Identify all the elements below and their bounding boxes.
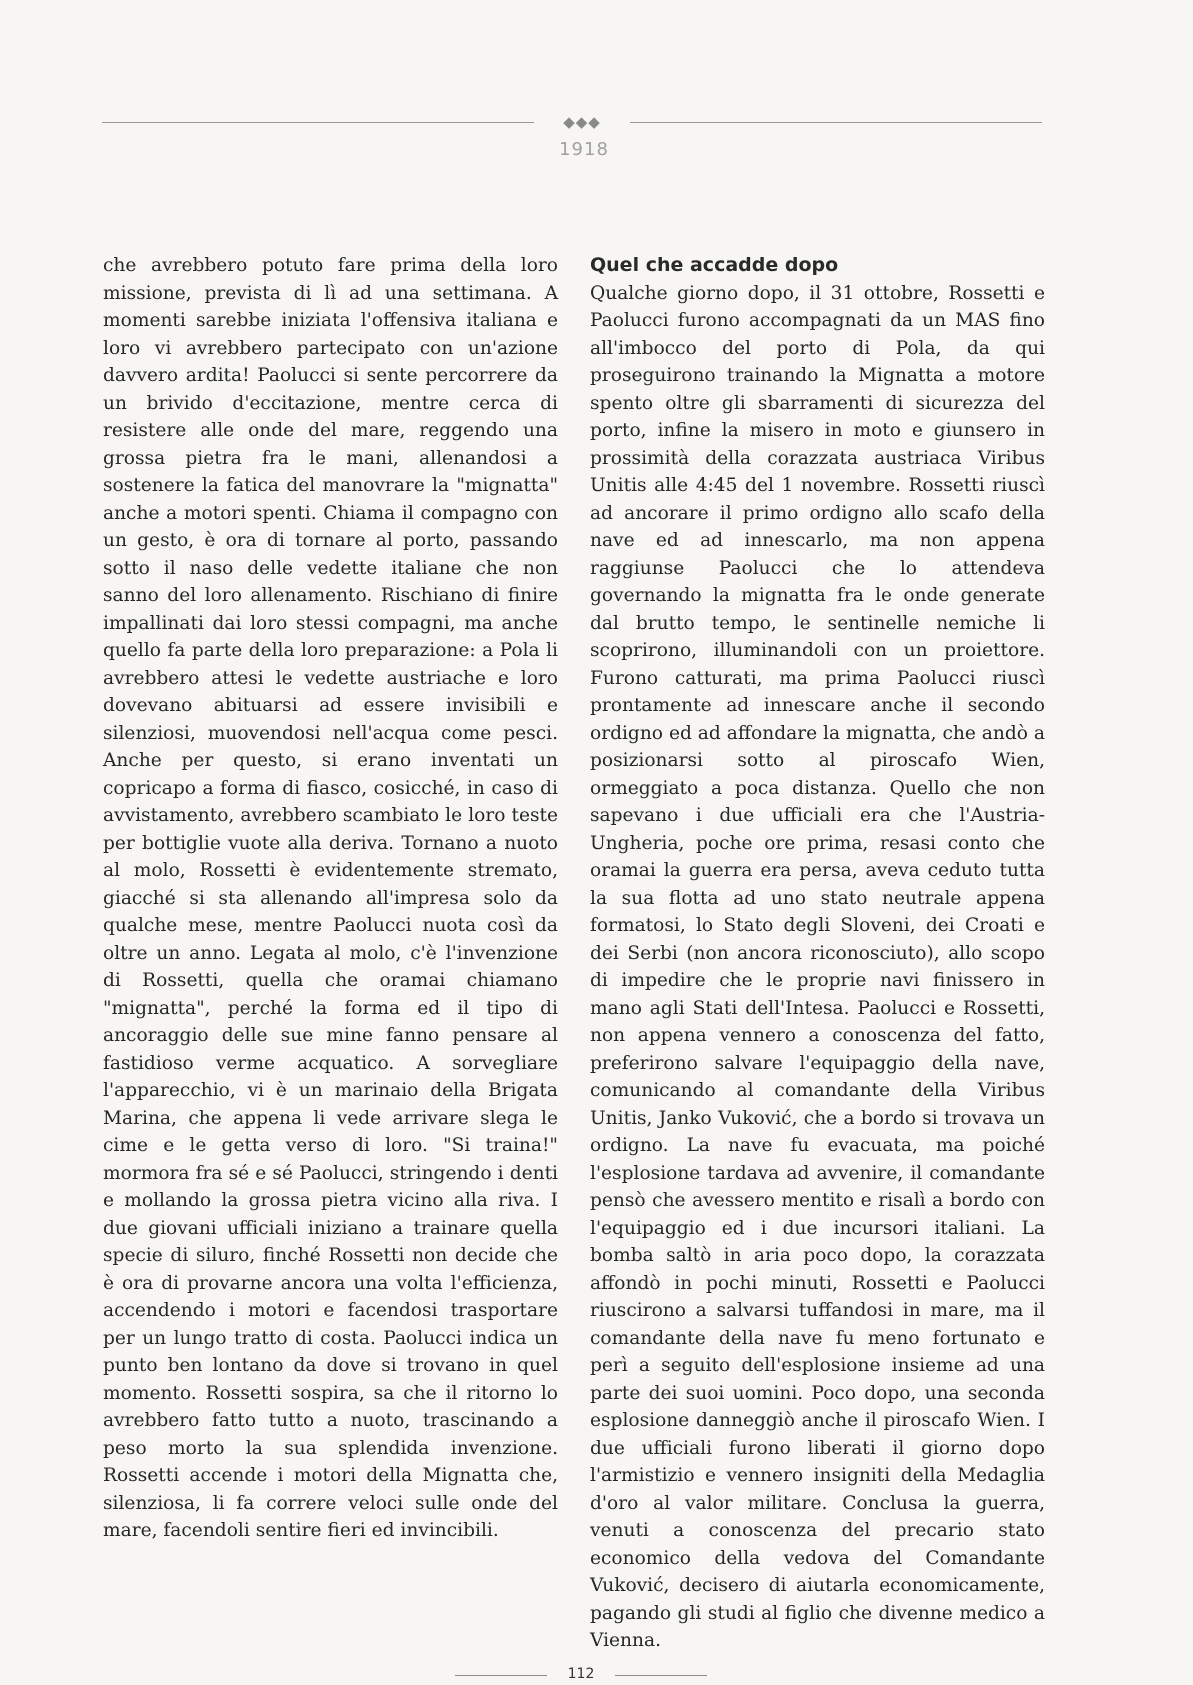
footer-rule-right [615,1675,707,1676]
header-ornament-icon: ◆◆◆ [563,113,601,131]
right-column-text: Qualche giorno dopo, il 31 ottobre, Rossetti e Paolucci furono accompagnati da un MAS fino all'imbocco del porto di Pola, da qui proseguirono trainando la Mignatta a motore spento oltre gli sbarramenti di sicurezza del porto, infine la misero in moto e giunsero in prossimità della corazzata austriaca Viribus Unitis alle 4:45 del 1 novembre. Rossetti riuscì ad ancorare il primo ordigno allo scafo della nave ed ad innescarlo, ma non appena raggiunse Paolucci che lo attendeva governando la mignatta fra le onde generate dal brutto tempo, le sentinelle nemiche li scoprirono, illuminandoli con un proiettore. Furono catturati, ma prima Paolucci riuscì prontamente ad innescare anche il secondo ordigno ed ad affondare la mignatta, che andò a posizionarsi sotto al piroscafo Wien, ormeggiato a poca distanza. Quello che non sapevano i due ufficiali era che l'Austria-Ungheria, poche ore prima, resasi conto che oramai la guerra era persa, aveva ceduto tutta la sua flotta ad uno stato neutrale appena formatosi, lo Stato degli Sloveni, dei Croati e dei Serbi (non ancora riconosciuto), allo scopo di impedire che le proprie navi finissero in mano agli Stati dell'Intesa. Paolucci e Rossetti, non appena vennero a conoscenza del fatto, preferirono salvare l'equipaggio della nave, comunicando al comandante della Viribus Unitis, Janko Vuković, che a bordo si trovava un ordigno. La nave fu evacuata, ma poiché l'esplosione tardava ad avvenire, il comandante pensò che avessero mentito e risalì a bordo con l'equipaggio ed i due incursori italiani. La bomba saltò in aria poco dopo, la corazzata affondò in pochi minuti, Rossetti e Paolucci riuscirono a salvarsi tuffandosi in mare, ma il comandante della nave fu meno fortunato e perì a seguito dell'esplosione insieme ad una parte dei suoi uomini. Poco dopo, una seconda esplosione danneggiò anche il piroscafo Wien. I due ufficiali furono liberati il giorno dopo l'armistizio e vennero insigniti della Medaglia d'oro al valor militare. Conclusa la guerra, venuti a conoscenza del precario stato economico della vedova del Comandante Vuković, decisero di aiutarla economicamente, pagando gli studi al figlio che divenne medico a Vienna. [590,282,1045,1651]
page-number: 112 [567,1666,595,1682]
header-rule-right [630,122,1042,123]
left-column [103,252,558,1545]
section-title: Quel che accadde dopo [590,254,839,276]
running-header-year: 1918 [559,139,609,160]
footer-rule-left [455,1675,547,1676]
header-rule-left [102,122,534,123]
right-column [590,252,1045,1655]
left-column-text: che avrebbero potuto fare prima della loro missione, prevista di lì ad una settimana. A momenti sarebbe iniziata l'offensiva italiana e loro vi avrebbero partecipato con un'azione davvero ardita! Paolucci si sente percorrere da un brivido d'eccitazione, mentre cerca di resistere alle onde del mare, reggendo una grossa pietra fra le mani, allenandosi a sostenere la fatica del manovrare la "mignatta" anche a motori spenti. Chiama il compagno con un gesto, è ora di tornare al porto, passando sotto il naso delle vedette italiane che non sanno del loro allenamento. Rischiano di finire impallinati dai loro stessi compagni, ma anche quello fa parte della loro preparazione: a Pola li avrebbero attesi le vedette austriache e loro dovevano abituarsi ad essere invisibili e silenziosi, muovendosi nell'acqua come pesci. Anche per questo, si erano inventati un copricapo a forma di fiasco, cosicché, in caso di avvistamento, avrebbero scambiato le loro teste per bottiglie vuote alla deriva. Tornano a nuoto al molo, Rossetti è evidentemente stremato, giacché si sta allenando all'impresa solo da qualche mese, mentre Paolucci nuota così da oltre un anno. Legata al molo, c'è l'invenzione di Rossetti, quella che oramai chiamano "mignatta", perché la forma ed il tipo di ancoraggio delle sue mine fanno pensare al fastidioso verme acquatico. A sorvegliare l'apparecchio, vi è un marinaio della Brigata Marina, che appena li vede arrivare slega le cime e le getta verso di loro. "Si traina!" mormora fra sé e sé Paolucci, stringendo i denti e mollando la grossa pietra vicino alla riva. I due giovani ufficiali iniziano a trainare quella specie di siluro, finché Rossetti non decide che è ora di provarne ancora una volta l'efficienza, accendendo i motori e facendosi trasportare per un lungo tratto di costa. Paolucci indica un punto ben lontano da dove si trovano in quel momento. Rossetti sospira, sa che il ritorno lo avrebbero fatto tutto a nuoto, trascinando a peso morto la sua splendida invenzione. Rossetti accende i motori della Mignatta che, silenziosa, li fa correre veloci sulle onde del mare, facendoli sentire fieri ed invincibili. [103,255,558,1541]
